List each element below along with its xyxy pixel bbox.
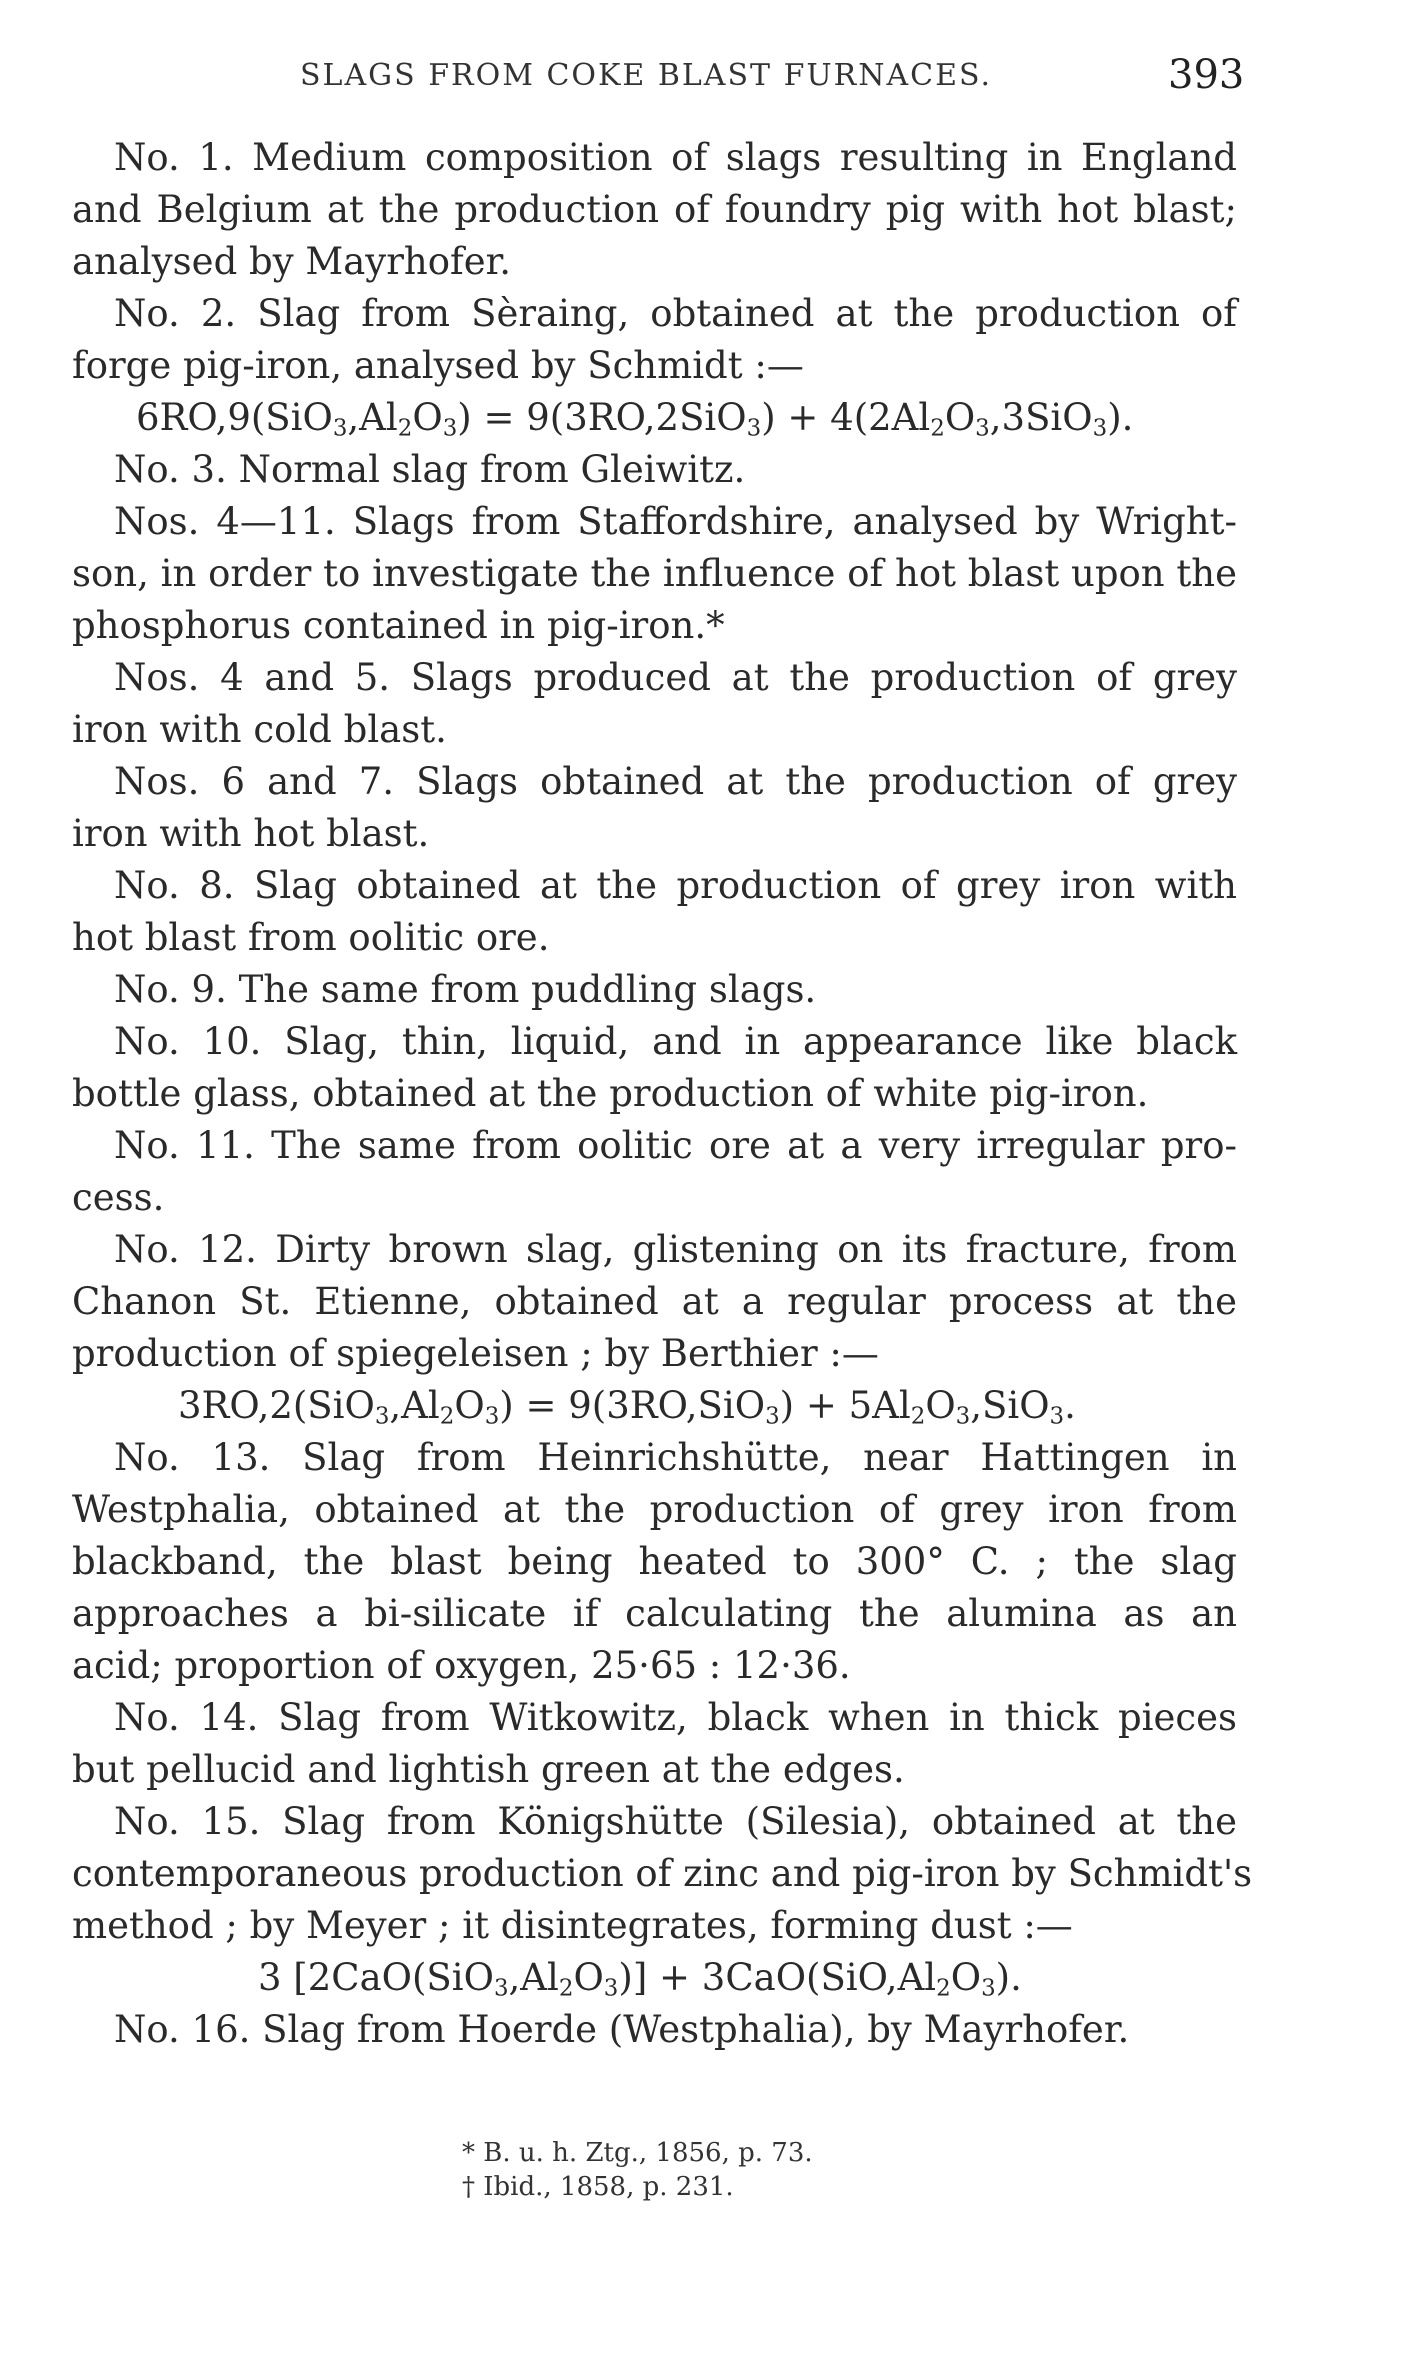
paragraph-line: bottle glass, obtained at the production of white pig-iron. xyxy=(72,1072,1149,1115)
paragraph-line: approaches a bi-silicate if calculating the alumina as an xyxy=(72,1592,1237,1635)
paragraph-line: Nos. 4 and 5. Slags produced at the production of grey xyxy=(114,656,1237,699)
paragraph-line: Chanon St. Etienne, obtained at a regular process at the xyxy=(72,1280,1237,1323)
paragraph-line: Nos. 6 and 7. Slags obtained at the production of grey xyxy=(114,760,1237,803)
paragraph-line: No. 16. Slag from Hoerde (Westphalia), by Mayrhofer. xyxy=(114,2008,1130,2051)
paragraph-line: contemporaneous production of zinc and pig-iron by Schmidt's xyxy=(72,1852,1253,1895)
formula-line: 3 $[2CaO(SiO_3,Al_2O_3)] + 3CaO(SiO,Al_2O_3)$. xyxy=(258,1956,1022,2002)
paragraph-line: Nos. 4—11. Slags from Staffordshire, analysed by Wright- xyxy=(114,500,1237,543)
paragraph-line: acid; proportion of oxygen, 25·65 : 12·36. xyxy=(72,1644,851,1687)
formula-line: $6RO,9(SiO_3,Al_2O_3) = 9(3RO,2SiO_3) + 4(2Al_2O_3,3SiO_3)$. xyxy=(136,396,1134,442)
paragraph-line: Westphalia, obtained at the production of grey iron from xyxy=(72,1488,1237,1531)
paragraph-line: No. 10. Slag, thin, liquid, and in appearance like black xyxy=(114,1020,1237,1063)
footnote: * B. u. h. Ztg., 1856, p. 73. xyxy=(462,2138,813,2168)
paragraph-line: method ; by Meyer ; it disintegrates, forming dust :— xyxy=(72,1904,1073,1947)
paragraph-line: and Belgium at the production of foundry pig with hot blast; xyxy=(72,188,1237,231)
paragraph-line: analysed by Mayrhofer. xyxy=(72,240,511,283)
paragraph-line: phosphorus contained in pig-iron.* xyxy=(72,604,725,647)
paragraph-line: No. 15. Slag from Königshütte (Silesia), obtained at the xyxy=(114,1800,1237,1843)
formula-line: $3RO,2(SiO_3,Al_2O_3) = 9(3RO,SiO_3) + 5Al_2O_3,SiO_3$. xyxy=(178,1384,1076,1430)
running-head: SLAGS FROM COKE BLAST FURNACES. xyxy=(300,58,993,93)
paragraph-line: No. 8. Slag obtained at the production of grey iron with xyxy=(114,864,1237,907)
paragraph-line: production of spiegeleisen ; by Berthier :— xyxy=(72,1332,879,1375)
footnote: † Ibid., 1858, p. 231. xyxy=(462,2172,734,2202)
paragraph-line: cess. xyxy=(72,1176,165,1219)
paragraph-line: iron with cold blast. xyxy=(72,708,447,751)
paragraph-line: No. 9. The same from puddling slags. xyxy=(114,968,817,1011)
paragraph-line: hot blast from oolitic ore. xyxy=(72,916,550,959)
paragraph-line: No. 3. Normal slag from Gleiwitz. xyxy=(114,448,746,491)
paragraph-line: No. 2. Slag from Sèraing, obtained at the production of xyxy=(114,292,1237,335)
paragraph-line: blackband, the blast being heated to 300° C. ; the slag xyxy=(72,1540,1237,1583)
paragraph-line: No. 14. Slag from Witkowitz, black when in thick pieces xyxy=(114,1696,1237,1739)
page-number: 393 xyxy=(1168,52,1245,98)
paragraph-line: forge pig-iron, analysed by Schmidt :— xyxy=(72,344,804,387)
paragraph-line: but pellucid and lightish green at the edges. xyxy=(72,1748,905,1791)
paragraph-line: iron with hot blast. xyxy=(72,812,430,855)
page-header xyxy=(0,52,1410,112)
paragraph-line: No. 13. Slag from Heinrichshütte, near Hattingen in xyxy=(114,1436,1237,1479)
paragraph-line: No. 12. Dirty brown slag, glistening on its fracture, from xyxy=(114,1228,1237,1271)
paragraph-line: son, in order to investigate the influence of hot blast upon the xyxy=(72,552,1237,595)
paragraph-line: No. 1. Medium composition of slags resulting in England xyxy=(114,136,1237,179)
paragraph-line: No. 11. The same from oolitic ore at a very irregular pro- xyxy=(114,1124,1237,1167)
